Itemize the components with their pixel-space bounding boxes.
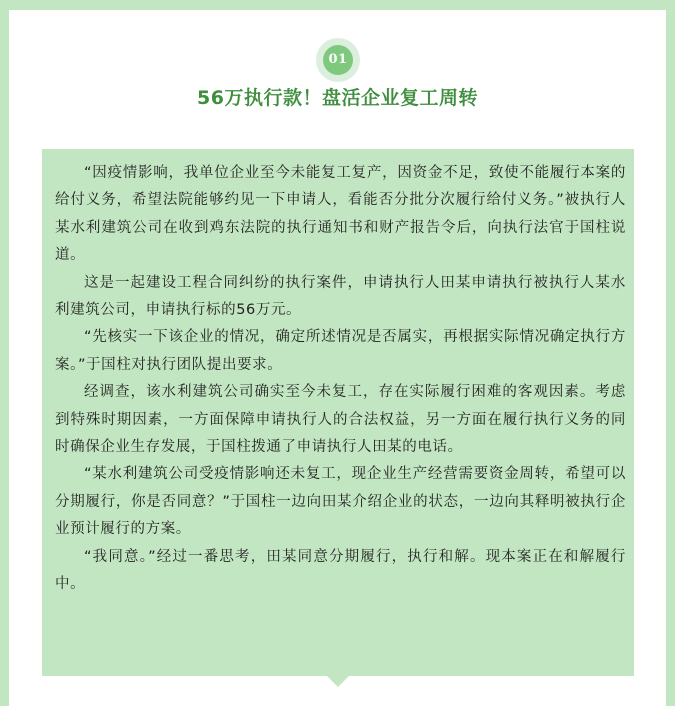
paragraph: “先核实一下该企业的情况，确定所述情况是否属实，再根据实际情况确定执行方案。”于国柱对执行团队提出要求。 bbox=[55, 329, 626, 373]
paragraph: “因疫情影响，我单位企业至今未能复工复产，因资金不足，致使不能履行本案的给付义务，希望法院能够约见一下申请人，看能否分批分次履行给付义务。”被执行人某水利建筑公司在收到鸡东法院的执行通知书和财产报告令后，向执行法官于国柱说道。 bbox=[55, 165, 626, 264]
paragraph: 经调查，该水利建筑公司确实至今未复工，存在实际履行困难的客观因素。考虑到特殊时期因素，一方面保障申请执行人的合法权益，另一方面在履行执行义务的同时确保企业生存发展，于国柱拨通了申请执行人田某的电话。 bbox=[55, 384, 626, 456]
paragraph: “我同意。”经过一番思考，田某同意分期履行，执行和解。现本案正在和解履行中。 bbox=[55, 548, 626, 593]
paragraph: “某水利建筑公司受疫情影响还未复工，现企业生产经营需要资金周转，希望可以分期履行，你是否同意？”于国柱一边向田某介绍企业的状态，一边向其释明被执行企业预计履行的方案。 bbox=[55, 466, 626, 538]
section-number-badge bbox=[316, 38, 360, 82]
section-title: 56万执行款！盘活企业复工周转 bbox=[197, 87, 478, 109]
article-content-box bbox=[42, 149, 634, 676]
down-arrow-pointer-icon bbox=[327, 676, 349, 687]
paragraph: 这是一起建设工程合同纠纷的执行案件，申请执行人田某申请执行被执行人某水利建筑公司，申请执行标的56万元。 bbox=[55, 274, 626, 319]
section-number: 01 bbox=[323, 45, 353, 75]
